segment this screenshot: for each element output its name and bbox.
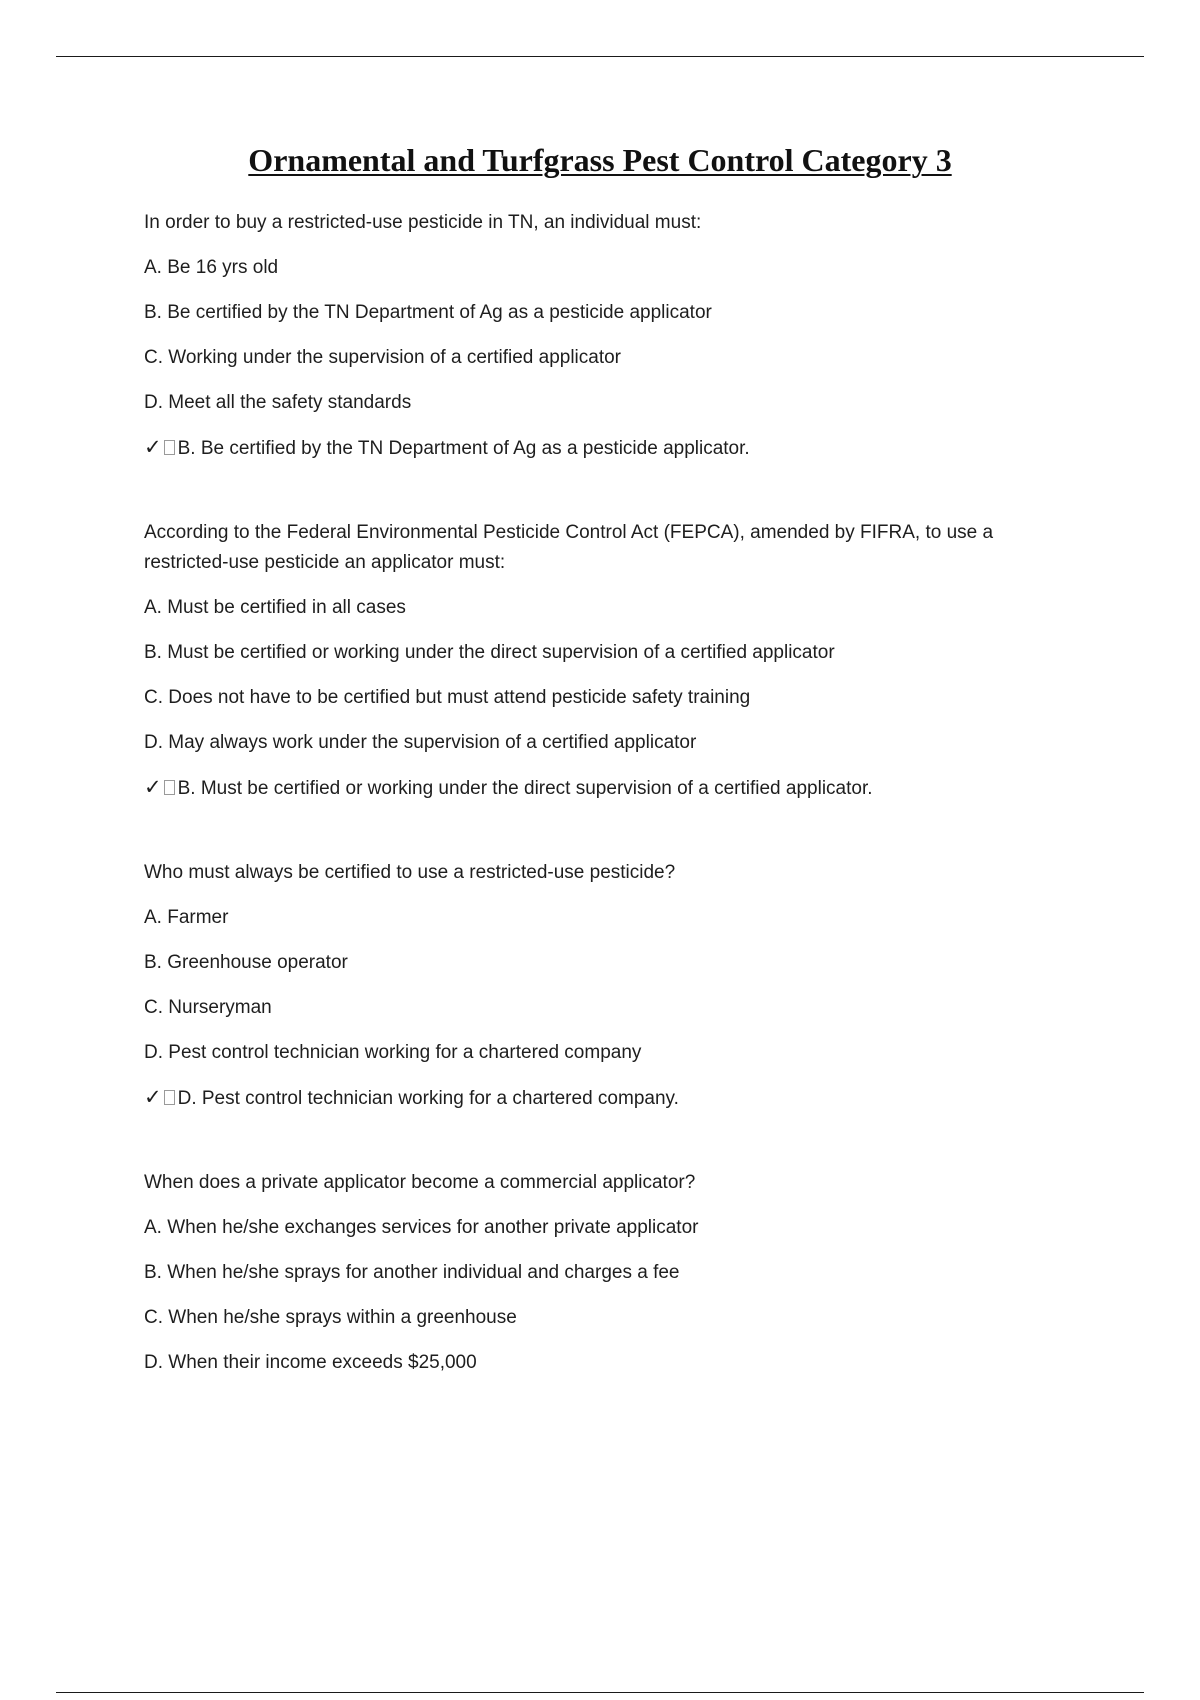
question-2: [144, 518, 1064, 804]
answer-option: D. May always work under the supervision of a certified applicator: [144, 732, 697, 753]
answer-option: B. Greenhouse operator: [144, 952, 348, 973]
correct-answer-text: D. Pest control technician working for a chartered company.: [177, 1088, 679, 1109]
empty-box-icon: [164, 780, 175, 795]
question-prompt: Who must always be certified to use a restricted-use pesticide?: [144, 862, 676, 883]
answer-option: B. Be certified by the TN Department of Ag as a pesticide applicator: [144, 302, 712, 323]
correct-answer-text: B. Be certified by the TN Department of Ag as a pesticide applicator.: [177, 438, 750, 459]
top-rule: [56, 56, 1144, 57]
question-3: [144, 858, 1064, 1114]
question-prompt: According to the Federal Environmental Pesticide Control Act (FEPCA), amended by FIFRA, to use a restricted-use pesticide an applicator must:: [144, 522, 994, 573]
answer-option: B. When he/she sprays for another individual and charges a fee: [144, 1262, 680, 1283]
correct-answer: [144, 433, 1064, 464]
question-prompt: When does a private applicator become a commercial applicator?: [144, 1172, 696, 1193]
answer-option: A. Farmer: [144, 907, 229, 928]
empty-box-icon: [164, 440, 175, 455]
answer-option: C. When he/she sprays within a greenhouse: [144, 1307, 517, 1328]
correct-answer: [144, 1083, 1064, 1114]
answer-option: D. Pest control technician working for a chartered company: [144, 1042, 642, 1063]
correct-answer-text: B. Must be certified or working under the direct supervision of a certified applicator.: [177, 778, 873, 799]
check-mark-icon: ✓: [144, 776, 162, 799]
question-list: [144, 208, 1064, 1432]
answer-option: B. Must be certified or working under the direct supervision of a certified applicator: [144, 642, 835, 663]
answer-option: A. When he/she exchanges services for another private applicator: [144, 1217, 699, 1238]
empty-box-icon: [164, 1090, 175, 1105]
answer-option: C. Working under the supervision of a certified applicator: [144, 347, 622, 368]
answer-option: A. Must be certified in all cases: [144, 597, 406, 618]
check-mark-icon: ✓: [144, 436, 162, 459]
question-1: [144, 208, 1064, 464]
answer-option: A. Be 16 yrs old: [144, 257, 279, 278]
answer-option: D. When their income exceeds $25,000: [144, 1352, 477, 1373]
answer-option: C. Nurseryman: [144, 997, 272, 1018]
question-4: [144, 1168, 1064, 1378]
correct-answer: [144, 773, 1064, 804]
check-mark-icon: ✓: [144, 1086, 162, 1109]
question-prompt: In order to buy a restricted-use pesticide in TN, an individual must:: [144, 212, 702, 233]
answer-option: D. Meet all the safety standards: [144, 392, 412, 413]
answer-option: C. Does not have to be certified but must attend pesticide safety training: [144, 687, 751, 708]
page-title: Ornamental and Turfgrass Pest Control Category 3: [248, 142, 952, 178]
bottom-rule: [56, 1692, 1144, 1693]
